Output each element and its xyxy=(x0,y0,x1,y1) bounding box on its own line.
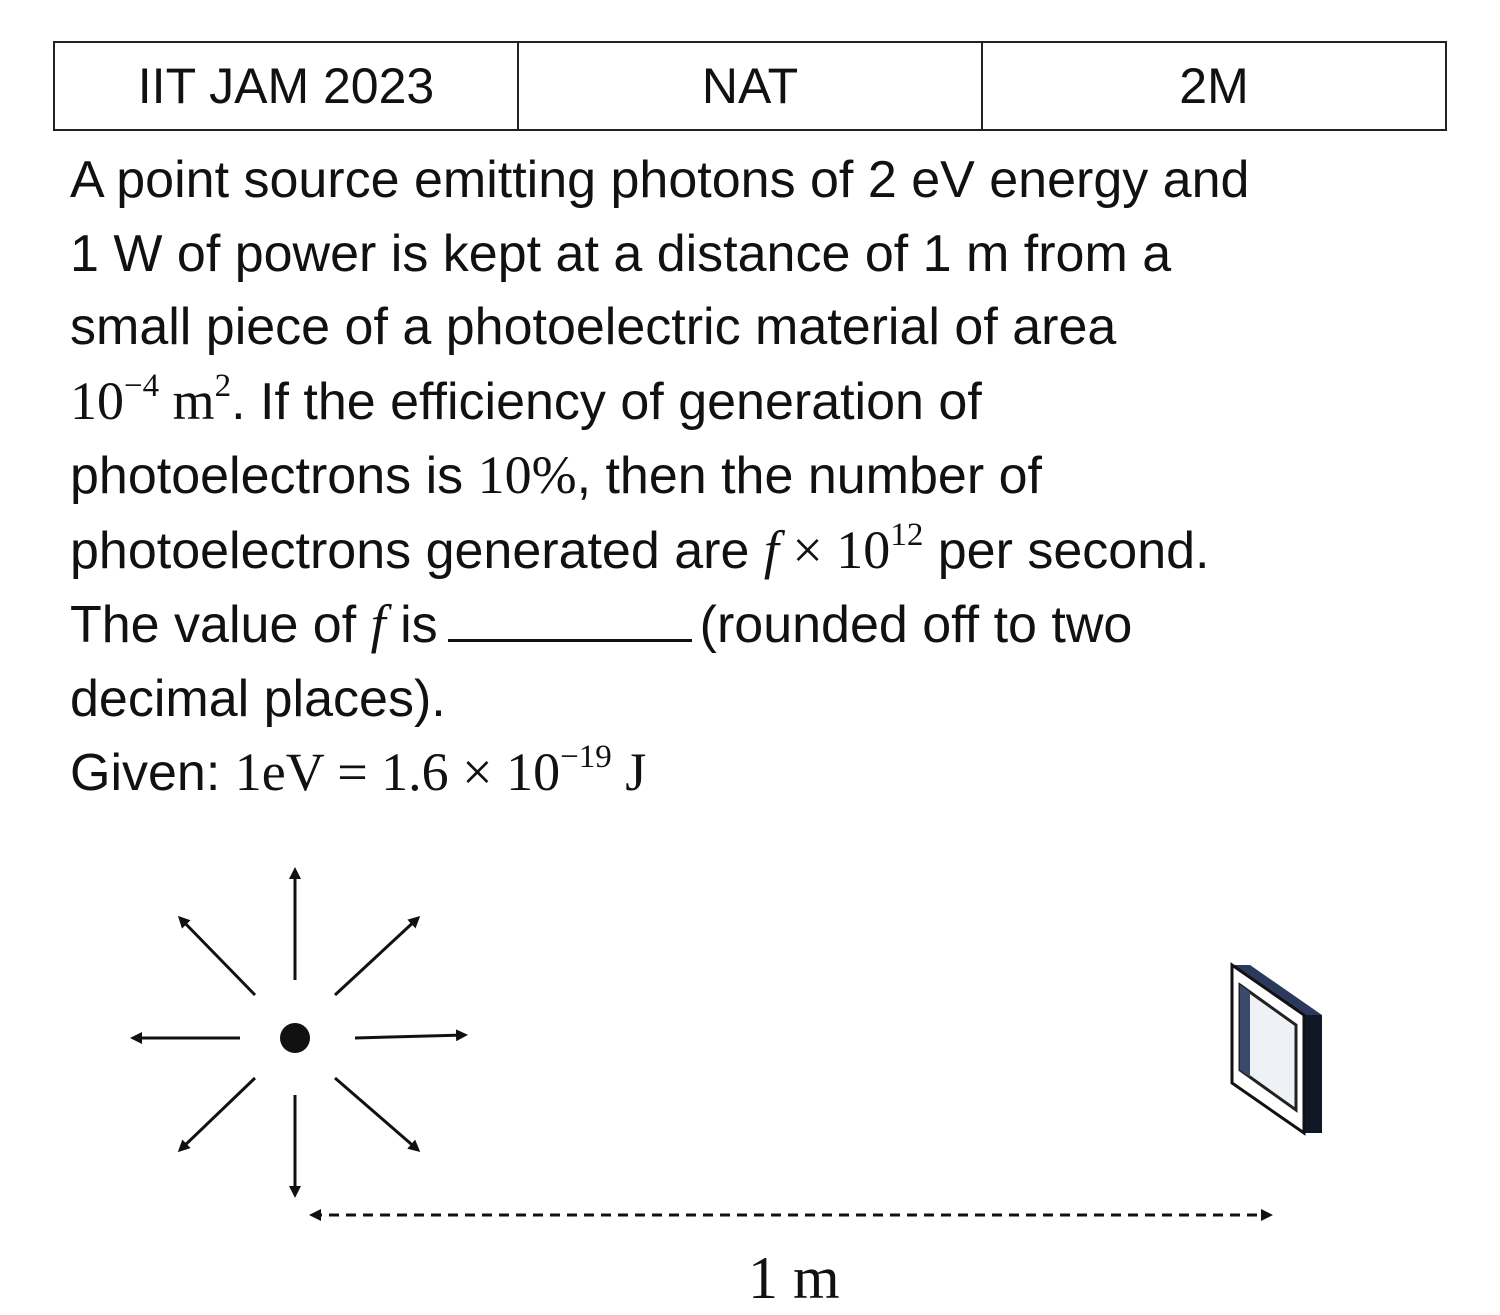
question-line-2: 1 W of power is kept at a distance of 1 m from a xyxy=(70,224,1172,283)
header-row xyxy=(54,42,1446,130)
question-type-cell: NAT xyxy=(518,42,982,130)
question-line-3: small piece of a photoelectric material of area xyxy=(70,298,1117,356)
area-value: $10^{-4}$ $m^2$ xyxy=(70,367,232,431)
arrow-up-left xyxy=(180,918,255,995)
question-header-table xyxy=(53,41,1447,131)
given-conversion: $1eV = 1.6 \times 10^{-19}$ J xyxy=(234,739,647,802)
question-line-8: decimal places). xyxy=(70,669,446,728)
photoelectron-expression: $f \times 10^{12}$ xyxy=(763,516,924,580)
question-line-6: photoelectrons generated are $f \times 10^{12}$ per second. xyxy=(70,516,1210,580)
variable-f: f xyxy=(370,594,386,654)
question-line-1: A point source emitting photons of 2 eV energy and xyxy=(70,151,1250,209)
arrow-down-left xyxy=(180,1078,255,1150)
question-line-9: Given: $1eV = 1.6 \times 10^{-19}$ J xyxy=(70,739,647,802)
question-line-7: The value of f is (rounded off to two xyxy=(70,588,1470,663)
point-source-dot xyxy=(280,1023,310,1053)
arrow-up-right xyxy=(335,918,418,995)
answer-blank[interactable] xyxy=(448,591,692,642)
question-text xyxy=(70,144,1470,811)
arrow-right xyxy=(355,1035,465,1038)
question-line-4: $10^{-4}$ $m^2$. If the efficiency of generation of xyxy=(70,367,982,431)
photoelectric-plate xyxy=(1232,965,1322,1133)
marks-cell: 2M xyxy=(982,42,1446,130)
efficiency-value: 10% xyxy=(477,445,577,505)
arrow-down-right xyxy=(335,1078,418,1150)
exam-name-cell: IIT JAM 2023 xyxy=(54,42,518,130)
question-line-5: photoelectrons is 10%, then the number of xyxy=(70,445,1042,505)
distance-label: 1 m xyxy=(748,1245,840,1311)
